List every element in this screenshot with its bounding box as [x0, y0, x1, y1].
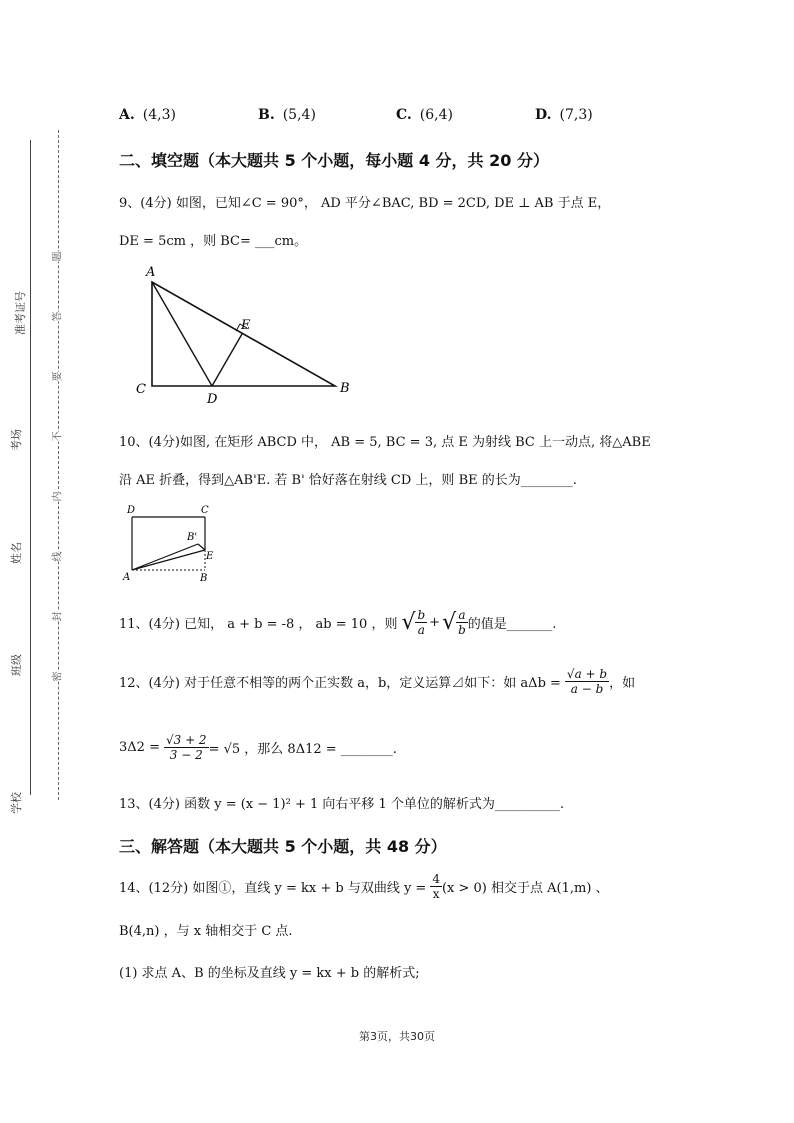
fraction-b-over-a: $\frac{b}{a}$ [417, 608, 426, 637]
option-a: A. (4,3) [119, 107, 176, 123]
segment-ad [152, 282, 212, 386]
q14-suffix: (x > 0) 相交于点 A(1,m) 、 [441, 881, 609, 896]
sqrt-symbol: √ [401, 610, 416, 635]
q14-line-2: B(4,n) ，与 x 轴相交于 C 点. [119, 924, 293, 939]
seal-word: 封 [48, 612, 65, 622]
label-b: B [200, 573, 208, 584]
label-d: D [207, 392, 218, 407]
sqrt-symbol: √ [442, 610, 457, 635]
q9-line-2: DE = 5cm ，则 BC= ___cm。 [119, 234, 308, 249]
q10-rectangle-figure [118, 500, 228, 585]
label-e: E [206, 551, 214, 562]
q12-example-prefix: 3Δ2 = [119, 740, 160, 755]
label-exam-number: 准考证号 [14, 291, 27, 335]
q12-example-suffix: = √5 ，那么 8Δ12 = ________. [208, 742, 397, 757]
segment-b1e [198, 544, 205, 550]
q12-prefix: 12、(4分) 对于任意不相等的两个正实数 a，b，定义运算⊿如下：如 aΔb = [119, 676, 561, 691]
q11-prefix: 11、(4分) 已知， a + b = -8 ， ab = 10 ，则 [119, 617, 398, 632]
label-c: C [201, 505, 209, 516]
page-footer: 第3页，共30页 [359, 1030, 435, 1043]
option-d: D. (7,3) [535, 107, 593, 123]
q11-suffix: 的值是_______. [467, 617, 557, 632]
label-class: 班级 [10, 654, 23, 676]
binding-solid-line [30, 140, 31, 795]
q14-prefix: 14、(12分) 如图①，直线 y = kx + b 与双曲线 y = [119, 881, 427, 896]
fraction-sqrt-3-plus-2-over-3-minus-2: $\frac{√3 + 2}{3 - 2}$ [165, 733, 207, 762]
label-b: B [340, 381, 350, 396]
q11-line [119, 608, 556, 637]
segment-ab1 [132, 544, 198, 570]
option-c: C. (6,4) [396, 107, 453, 123]
section-2-heading: 二、填空题（本大题共 5 个小题，每小题 4 分，共 20 分） [119, 151, 549, 170]
seal-word: 答 [48, 312, 65, 322]
label-exam-room: 考场 [10, 429, 23, 451]
q12-suffix: ，如 [609, 676, 636, 691]
seal-word: 内 [48, 492, 65, 502]
q13-line: 13、(4分) 函数 y = (x − 1)² + 1 向右平移 1 个单位的解析式为__________. [119, 797, 565, 812]
triangle-abc [152, 282, 335, 386]
segment-ae [132, 550, 205, 570]
fraction-sqrt-a-plus-b-over-a-minus-b: $\frac{√a + b}{a - b}$ [566, 667, 608, 696]
fraction-a-over-b: $\frac{a}{b}$ [458, 608, 466, 637]
q12-line-1 [119, 667, 635, 696]
q10-line-2: 沿 AE 折叠，得到△AB'E. 若 B' 恰好落在射线 CD 上，则 BE 的长为________. [119, 473, 577, 488]
seal-word: 不 [48, 432, 65, 442]
label-c: C [136, 382, 146, 397]
label-e: E [241, 318, 251, 333]
seal-word: 要 [48, 372, 65, 382]
label-a: A [123, 572, 131, 583]
q9-line-1: 9、(4分) 如图，已知∠C = 90°， AD 平分∠BAC, BD = 2CD, DE ⊥ AB 于点 E， [119, 196, 611, 211]
label-b-prime: B' [187, 532, 198, 543]
label-school: 学校 [10, 792, 23, 814]
q14-line-3: (1) 求点 A、B 的坐标及直线 y = kx + b 的解析式; [119, 966, 420, 981]
seal-word: 密 [48, 672, 65, 682]
q12-line-2 [119, 733, 397, 762]
binding-dotted-line [58, 130, 59, 800]
q10-line-1: 10、(4分)如图, 在矩形 ABCD 中， AB = 5, BC = 3, 点 E 为射线 BC 上一动点, 将△ABE [119, 435, 651, 450]
section-3-heading: 三、解答题（本大题共 5 个小题，共 48 分） [119, 837, 447, 856]
seal-word: 题 [48, 252, 65, 262]
label-name: 姓名 [10, 542, 23, 564]
label-a: A [146, 265, 156, 280]
option-b: B. (5,4) [258, 107, 316, 123]
seal-word: 线 [48, 552, 65, 562]
q14-line-1 [119, 872, 609, 901]
q9-triangle-figure [130, 260, 360, 410]
plus-sign: + [429, 615, 441, 630]
label-d: D [127, 505, 136, 516]
segment-de [212, 334, 242, 386]
fraction-4-over-x: $\frac{4}{x}$ [432, 872, 440, 901]
